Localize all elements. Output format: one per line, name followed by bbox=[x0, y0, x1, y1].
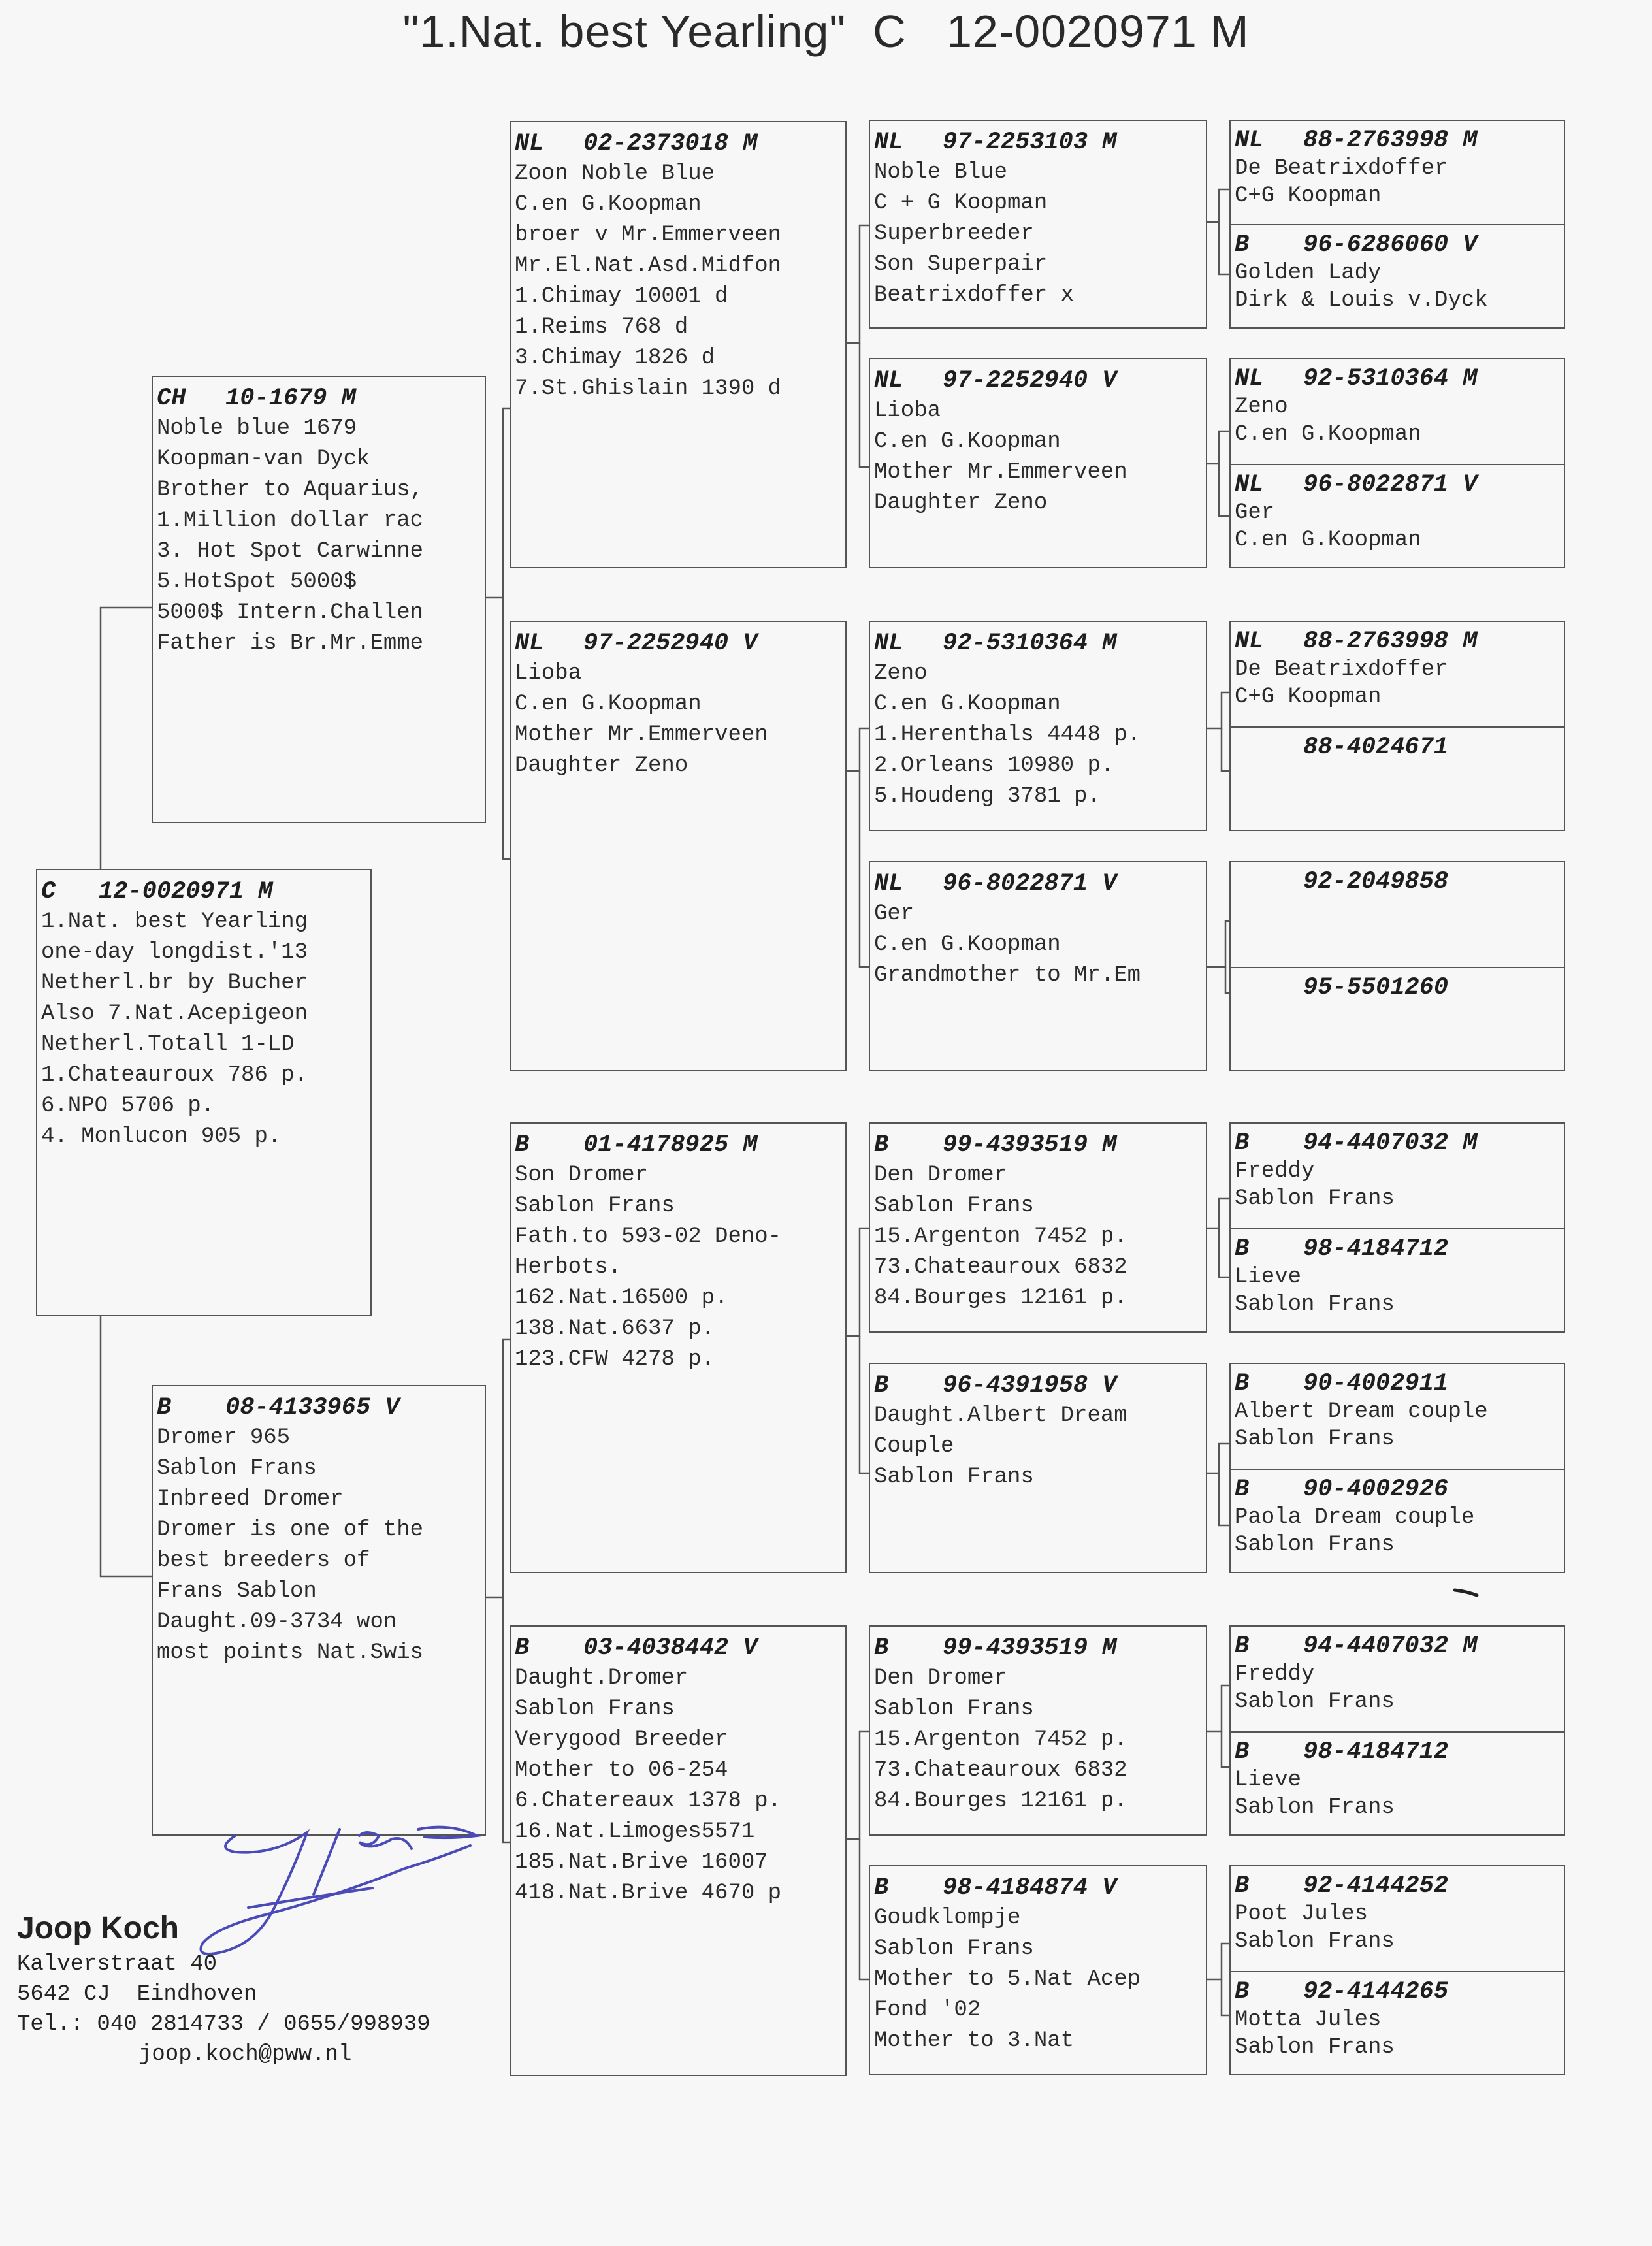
great-grandparent-line: Sablon Frans bbox=[874, 1936, 1034, 1961]
ring-number: 96-8022871 V bbox=[1303, 471, 1478, 498]
ancestor-pair-card bbox=[1229, 1625, 1565, 1836]
great-grandparent-header bbox=[874, 869, 1206, 899]
ancestor-entry bbox=[1231, 862, 1564, 896]
ring-number: 94-4407032 M bbox=[1303, 1633, 1478, 1660]
grandparent-line: Son Dromer bbox=[515, 1163, 649, 1188]
breeder-city: 5642 CJ Eindhoven bbox=[17, 1982, 257, 2007]
ancestor-header bbox=[1235, 627, 1564, 656]
ancestor-entry bbox=[1231, 726, 1564, 762]
grandparent-line: Mother to 06-254 bbox=[515, 1758, 728, 1783]
breeder-email[interactable]: joop.koch@pww.nl bbox=[138, 2042, 352, 2067]
grandparent-line: 1.Chimay 10001 d bbox=[515, 284, 728, 309]
ancestor-line: Zeno bbox=[1235, 395, 1288, 419]
grandparent-card bbox=[510, 121, 847, 568]
grandparent-card bbox=[510, 621, 847, 1071]
grandparent-line: Mother Mr.Emmerveen bbox=[515, 723, 768, 747]
ancestor-line: Lieve bbox=[1235, 1768, 1302, 1793]
subject-line: 4. Monlucon 905 p. bbox=[41, 1124, 282, 1149]
dam-line: Daught.09-3734 won bbox=[157, 1610, 397, 1635]
grandparent-line: broer v Mr.Emmerveen bbox=[515, 223, 782, 248]
grandparent-line: 185.Nat.Brive 16007 bbox=[515, 1850, 768, 1875]
ancestor-header bbox=[1235, 868, 1564, 896]
great-grandparent-line: Fond '02 bbox=[874, 1998, 981, 2023]
ancestor-pair-card bbox=[1229, 621, 1565, 831]
ancestor-header bbox=[1235, 126, 1564, 155]
country-code: NL bbox=[515, 630, 544, 657]
country-code: NL bbox=[1235, 628, 1264, 655]
great-grandparent-card bbox=[869, 1625, 1207, 1836]
ring-number: 99-4393519 M bbox=[943, 1635, 1117, 1662]
country-code: C bbox=[41, 878, 56, 905]
sire-line: Father is Br.Mr.Emme bbox=[157, 631, 424, 656]
subject-line: Also 7.Nat.Acepigeon bbox=[41, 1001, 308, 1026]
sire-card bbox=[152, 376, 486, 823]
grandparent-line: 16.Nat.Limoges5571 bbox=[515, 1819, 755, 1844]
grandparent-card bbox=[510, 1625, 847, 2076]
ring-number: 12-0020971 M bbox=[99, 878, 273, 905]
ancestor-header bbox=[1235, 365, 1564, 393]
ring-number: 03-4038442 V bbox=[583, 1635, 758, 1662]
grandparent-header bbox=[515, 129, 845, 159]
great-grandparent-line: Daughter Zeno bbox=[874, 491, 1048, 515]
country-code: B bbox=[1235, 1476, 1250, 1503]
country-code: NL bbox=[515, 130, 544, 157]
ancestor-line: C+G Koopman bbox=[1235, 184, 1382, 208]
sire-line: Brother to Aquarius, bbox=[157, 478, 424, 502]
great-grandparent-card bbox=[869, 358, 1207, 568]
ancestor-header bbox=[1235, 1872, 1564, 1900]
ancestor-entry bbox=[1231, 121, 1564, 210]
great-grandparent-header bbox=[874, 628, 1206, 659]
ring-number: 90-4002926 bbox=[1303, 1476, 1449, 1503]
ring-number: 10-1679 M bbox=[225, 385, 356, 412]
ancestor-entry bbox=[1231, 464, 1564, 554]
page-title: "1.Nat. best Yearling" C 12-0020971 M bbox=[402, 6, 1250, 57]
ring-number: 92-4144252 bbox=[1303, 1872, 1449, 1900]
great-grandparent-line: 73.Chateauroux 6832 bbox=[874, 1758, 1127, 1783]
great-grandparent-line: Den Dromer bbox=[874, 1666, 1008, 1691]
ancestor-line: Sablon Frans bbox=[1235, 1929, 1395, 1954]
ancestor-line: Sablon Frans bbox=[1235, 1292, 1395, 1317]
country-code: NL bbox=[1235, 365, 1264, 393]
ring-number: 98-4184712 bbox=[1303, 1738, 1449, 1766]
great-grandparent-line: Sablon Frans bbox=[874, 1465, 1034, 1489]
ring-number: 96-8022871 V bbox=[943, 870, 1117, 898]
subject-line: 1.Chateauroux 786 p. bbox=[41, 1063, 308, 1088]
grandparent-line: Mr.El.Nat.Asd.Midfon bbox=[515, 253, 782, 278]
country-code: B bbox=[874, 1131, 889, 1159]
country-code: NL bbox=[1235, 471, 1264, 498]
ancestor-pair-card bbox=[1229, 1865, 1565, 2075]
subject-header bbox=[41, 877, 370, 907]
dam-line: most points Nat.Swis bbox=[157, 1640, 424, 1665]
country-code: NL bbox=[874, 129, 903, 156]
country-code: B bbox=[874, 1372, 889, 1399]
grandparent-line: Verygood Breeder bbox=[515, 1727, 728, 1752]
grandparent-line: Lioba bbox=[515, 661, 582, 686]
ancestor-header bbox=[1235, 1235, 1564, 1263]
ring-number: 98-4184874 V bbox=[943, 1874, 1117, 1902]
country-code: B bbox=[1235, 1130, 1250, 1157]
great-grandparent-line: 84.Bourges 12161 p. bbox=[874, 1286, 1127, 1310]
great-grandparent-card bbox=[869, 1122, 1207, 1333]
ring-number: 88-4024671 bbox=[1303, 734, 1449, 761]
ancestor-line: Motta Jules bbox=[1235, 2008, 1382, 2032]
grandparent-card bbox=[510, 1122, 847, 1573]
grandparent-line: 162.Nat.16500 p. bbox=[515, 1286, 728, 1310]
ring-number: 88-2763998 M bbox=[1303, 628, 1478, 655]
country-code: B bbox=[1235, 1738, 1250, 1766]
country-code: NL bbox=[874, 870, 903, 898]
ring-number: 92-5310364 M bbox=[1303, 365, 1478, 393]
ancestor-line: Dirk & Louis v.Dyck bbox=[1235, 288, 1488, 313]
ancestor-entry bbox=[1231, 1627, 1564, 1716]
ancestor-entry bbox=[1231, 967, 1564, 1002]
dam-line: Sablon Frans bbox=[157, 1456, 317, 1481]
subject-line: one-day longdist.'13 bbox=[41, 940, 308, 965]
ring-number: 01-4178925 M bbox=[583, 1131, 758, 1159]
ancestor-line: Sablon Frans bbox=[1235, 1795, 1395, 1820]
country-code: B bbox=[1235, 1872, 1250, 1900]
ancestor-entry bbox=[1231, 359, 1564, 448]
dam-line: Inbreed Dromer bbox=[157, 1487, 344, 1512]
ancestor-entry bbox=[1231, 622, 1564, 711]
great-grandparent-line: C.en G.Koopman bbox=[874, 932, 1061, 957]
ancestor-line: C+G Koopman bbox=[1235, 685, 1382, 709]
great-grandparent-line: Grandmother to Mr.Em bbox=[874, 963, 1141, 988]
sire-line: 5000$ Intern.Challen bbox=[157, 600, 424, 625]
ring-number: 08-4133965 V bbox=[225, 1394, 400, 1422]
sire-line: Koopman-van Dyck bbox=[157, 447, 370, 472]
great-grandparent-header bbox=[874, 1130, 1206, 1160]
country-code: B bbox=[874, 1874, 889, 1902]
grandparent-line: 138.Nat.6637 p. bbox=[515, 1316, 715, 1341]
ancestor-entry bbox=[1231, 1469, 1564, 1559]
sire-line: 1.Million dollar rac bbox=[157, 508, 424, 533]
ring-number: 92-5310364 M bbox=[943, 630, 1117, 657]
ring-number: 97-2252940 V bbox=[583, 630, 758, 657]
great-grandparent-line: Son Superpair bbox=[874, 252, 1048, 277]
sire-line: 5.HotSpot 5000$ bbox=[157, 570, 357, 594]
pen-mark-icon bbox=[1453, 1586, 1480, 1599]
grandparent-line: Daught.Dromer bbox=[515, 1666, 688, 1691]
ancestor-line: Lieve bbox=[1235, 1265, 1302, 1290]
ancestor-line: C.en G.Koopman bbox=[1235, 528, 1421, 553]
grandparent-line: C.en G.Koopman bbox=[515, 192, 702, 217]
country-code: CH bbox=[157, 385, 186, 412]
grandparent-line: 7.St.Ghislain 1390 d bbox=[515, 376, 782, 401]
grandparent-line: Daughter Zeno bbox=[515, 753, 688, 778]
grandparent-line: 3.Chimay 1826 d bbox=[515, 346, 715, 370]
sire-line: Noble blue 1679 bbox=[157, 416, 357, 441]
dam-card bbox=[152, 1385, 486, 1836]
great-grandparent-line: Beatrixdoffer x bbox=[874, 283, 1075, 308]
ring-number: 94-4407032 M bbox=[1303, 1130, 1478, 1157]
ring-number: 96-6286060 V bbox=[1303, 231, 1478, 259]
country-code: NL bbox=[874, 367, 903, 395]
dam-line: Dromer 965 bbox=[157, 1425, 291, 1450]
great-grandparent-line: Goudklompje bbox=[874, 1906, 1021, 1930]
great-grandparent-header bbox=[874, 366, 1206, 396]
country-code: B bbox=[515, 1131, 530, 1159]
signature-icon bbox=[144, 1790, 483, 1986]
great-grandparent-line: Sablon Frans bbox=[874, 1697, 1034, 1721]
great-grandparent-card bbox=[869, 621, 1207, 831]
great-grandparent-line: Ger bbox=[874, 902, 915, 926]
great-grandparent-card bbox=[869, 861, 1207, 1071]
breeder-name: Joop Koch bbox=[17, 1911, 179, 1945]
ancestor-header bbox=[1235, 733, 1564, 762]
ring-number: 90-4002911 bbox=[1303, 1370, 1449, 1397]
ancestor-line: Sablon Frans bbox=[1235, 1689, 1395, 1714]
great-grandparent-line: C.en G.Koopman bbox=[874, 692, 1061, 717]
great-grandparent-line: Lioba bbox=[874, 399, 941, 423]
ancestor-entry bbox=[1231, 1971, 1564, 2061]
ancestor-line: Sablon Frans bbox=[1235, 1186, 1395, 1211]
country-code: B bbox=[515, 1635, 530, 1662]
country-code: B bbox=[157, 1394, 172, 1422]
sire-header bbox=[157, 383, 485, 414]
grandparent-header bbox=[515, 1633, 845, 1663]
grandparent-line: Sablon Frans bbox=[515, 1194, 675, 1218]
great-grandparent-line: Noble Blue bbox=[874, 160, 1008, 185]
ancestor-pair-card bbox=[1229, 1122, 1565, 1333]
ancestor-entry bbox=[1231, 1364, 1564, 1453]
ring-number: 99-4393519 M bbox=[943, 1131, 1117, 1159]
ancestor-header bbox=[1235, 1369, 1564, 1398]
ancestor-entry bbox=[1231, 1228, 1564, 1318]
great-grandparent-line: Sablon Frans bbox=[874, 1194, 1034, 1218]
great-grandparent-header bbox=[874, 1371, 1206, 1401]
great-grandparent-line: 15.Argenton 7452 p. bbox=[874, 1727, 1127, 1752]
great-grandparent-line: 15.Argenton 7452 p. bbox=[874, 1224, 1127, 1249]
great-grandparent-line: Daught.Albert Dream bbox=[874, 1403, 1127, 1428]
great-grandparent-line: Mother to 5.Nat Acep bbox=[874, 1967, 1141, 1992]
subject-line: 1.Nat. best Yearling bbox=[41, 909, 308, 934]
great-grandparent-line: Zeno bbox=[874, 661, 928, 686]
great-grandparent-line: Mother to 3.Nat bbox=[874, 2028, 1075, 2053]
ancestor-line: Poot Jules bbox=[1235, 1902, 1369, 1927]
ring-number: 98-4184712 bbox=[1303, 1235, 1449, 1263]
great-grandparent-line: Mother Mr.Emmerveen bbox=[874, 460, 1127, 485]
great-grandparent-card bbox=[869, 120, 1207, 329]
ancestor-header bbox=[1235, 1632, 1564, 1661]
subject-line: Netherl.br by Bucher bbox=[41, 971, 308, 996]
grandparent-line: 123.CFW 4278 p. bbox=[515, 1347, 715, 1372]
ancestor-header bbox=[1235, 1475, 1564, 1504]
ring-number: 92-4144265 bbox=[1303, 1978, 1449, 2006]
great-grandparent-line: Den Dromer bbox=[874, 1163, 1008, 1188]
grandparent-line: C.en G.Koopman bbox=[515, 692, 702, 717]
ancestor-line: Sablon Frans bbox=[1235, 1427, 1395, 1452]
ancestor-line: Paola Dream couple bbox=[1235, 1505, 1475, 1530]
ancestor-pair-card bbox=[1229, 358, 1565, 568]
ancestor-line: Freddy bbox=[1235, 1662, 1315, 1687]
ancestor-pair-card bbox=[1229, 861, 1565, 1071]
ring-number: 97-2253103 M bbox=[943, 129, 1117, 156]
ancestor-pair-card bbox=[1229, 1363, 1565, 1573]
great-grandparent-line: C.en G.Koopman bbox=[874, 429, 1061, 454]
ring-number: 96-4391958 V bbox=[943, 1372, 1117, 1399]
ancestor-line: Freddy bbox=[1235, 1159, 1315, 1184]
breeder-phone: Tel.: 040 2814733 / 0655/998939 bbox=[17, 2012, 430, 2037]
ring-number: 88-2763998 M bbox=[1303, 127, 1478, 154]
ancestor-header bbox=[1235, 1738, 1564, 1766]
country-code: B bbox=[1235, 231, 1250, 259]
ancestor-line: Golden Lady bbox=[1235, 261, 1382, 285]
ancestor-header bbox=[1235, 231, 1564, 259]
country-code: B bbox=[1235, 1235, 1250, 1263]
great-grandparent-line: 5.Houdeng 3781 p. bbox=[874, 784, 1101, 809]
subject-card bbox=[36, 869, 372, 1316]
ancestor-line: Albert Dream couple bbox=[1235, 1399, 1488, 1424]
ancestor-line: Sablon Frans bbox=[1235, 2035, 1395, 2060]
ring-number: 02-2373018 M bbox=[583, 130, 758, 157]
grandparent-line: 6.Chatereaux 1378 p. bbox=[515, 1789, 782, 1814]
grandparent-line: Zoon Noble Blue bbox=[515, 161, 715, 186]
ancestor-line: De Beatrixdoffer bbox=[1235, 657, 1448, 682]
grandparent-line: Fath.to 593-02 Deno- bbox=[515, 1224, 782, 1249]
great-grandparent-line: 84.Bourges 12161 p. bbox=[874, 1789, 1127, 1814]
country-code: B bbox=[1235, 1370, 1250, 1397]
ancestor-header bbox=[1235, 1977, 1564, 2006]
ancestor-line: Sablon Frans bbox=[1235, 1533, 1395, 1557]
dam-line: best breeders of bbox=[157, 1548, 370, 1573]
ancestor-line: De Beatrixdoffer bbox=[1235, 156, 1448, 181]
ancestor-entry bbox=[1231, 224, 1564, 314]
great-grandparent-card bbox=[869, 1363, 1207, 1573]
great-grandparent-line: Couple bbox=[874, 1434, 954, 1459]
ancestor-pair-card bbox=[1229, 120, 1565, 329]
dam-line: Dromer is one of the bbox=[157, 1518, 424, 1542]
country-code: B bbox=[1235, 1633, 1250, 1660]
breeder-street: Kalverstraat 40 bbox=[17, 1952, 218, 1977]
country-code: NL bbox=[874, 630, 903, 657]
ancestor-entry bbox=[1231, 1731, 1564, 1821]
ancestor-header bbox=[1235, 973, 1564, 1002]
ancestor-line: C.en G.Koopman bbox=[1235, 422, 1421, 447]
ancestor-header bbox=[1235, 470, 1564, 499]
grandparent-line: Herbots. bbox=[515, 1255, 622, 1280]
great-grandparent-line: C + G Koopman bbox=[874, 191, 1048, 216]
ring-number: 97-2252940 V bbox=[943, 367, 1117, 395]
ring-number: 95-5501260 bbox=[1303, 974, 1449, 1001]
sire-line: 3. Hot Spot Carwinne bbox=[157, 539, 424, 564]
grandparent-header bbox=[515, 628, 845, 659]
ancestor-header bbox=[1235, 1129, 1564, 1158]
great-grandparent-line: 73.Chateauroux 6832 bbox=[874, 1255, 1127, 1280]
great-grandparent-line: 2.Orleans 10980 p. bbox=[874, 753, 1114, 778]
great-grandparent-header bbox=[874, 127, 1206, 157]
great-grandparent-line: Superbreeder bbox=[874, 221, 1034, 246]
grandparent-line: 1.Reims 768 d bbox=[515, 315, 688, 340]
dam-line: Frans Sablon bbox=[157, 1579, 317, 1604]
great-grandparent-line: 1.Herenthals 4448 p. bbox=[874, 723, 1141, 747]
country-code: NL bbox=[1235, 127, 1264, 154]
ring-number: 92-2049858 bbox=[1303, 868, 1449, 896]
country-code: B bbox=[874, 1635, 889, 1662]
grandparent-header bbox=[515, 1130, 845, 1160]
ancestor-entry bbox=[1231, 1866, 1564, 1955]
great-grandparent-card bbox=[869, 1865, 1207, 2075]
subject-line: Netherl.Totall 1-LD bbox=[41, 1032, 295, 1057]
grandparent-line: 418.Nat.Brive 4670 p bbox=[515, 1881, 782, 1906]
great-grandparent-header bbox=[874, 1873, 1206, 1903]
subject-line: 6.NPO 5706 p. bbox=[41, 1094, 215, 1118]
grandparent-line: Sablon Frans bbox=[515, 1697, 675, 1721]
ancestor-entry bbox=[1231, 1124, 1564, 1213]
dam-header bbox=[157, 1393, 485, 1423]
country-code: B bbox=[1235, 1978, 1250, 2006]
ancestor-line: Ger bbox=[1235, 500, 1275, 525]
great-grandparent-header bbox=[874, 1633, 1206, 1663]
